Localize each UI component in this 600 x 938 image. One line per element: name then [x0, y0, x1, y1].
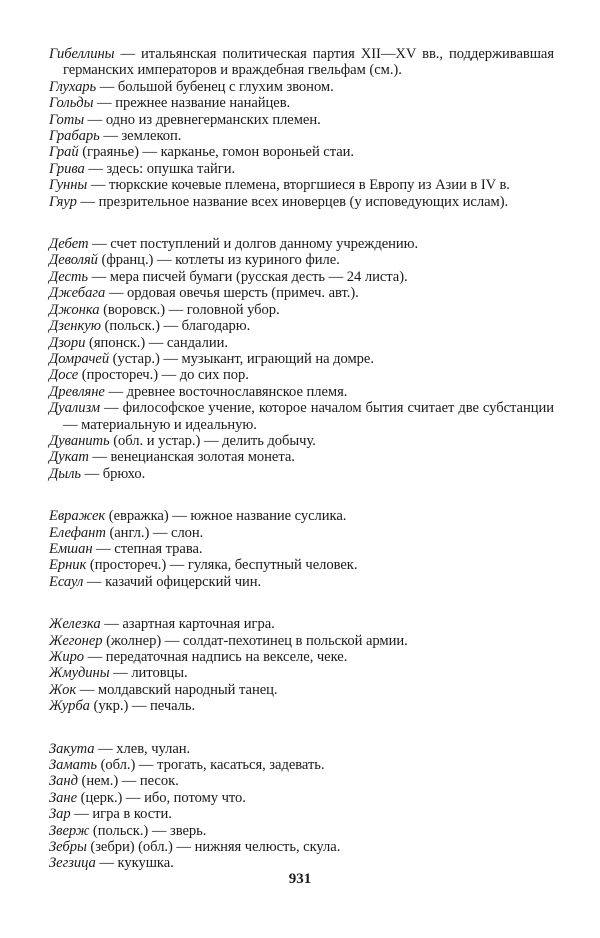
glossary-entry	[49, 790, 554, 806]
glossary-entry	[49, 46, 554, 79]
glossary-entry	[49, 128, 554, 144]
entry-term: Десть	[49, 268, 88, 285]
entry-term: Гунны	[49, 177, 88, 194]
glossary-entry	[49, 449, 554, 465]
glossary-entry	[49, 144, 554, 160]
entry-term: Грай	[49, 144, 79, 161]
entry-definition: — большой бубенец с глухим звоном.	[96, 78, 334, 95]
entry-term: Журба	[49, 698, 90, 715]
entry-definition: — венецианская золотая монета.	[88, 449, 295, 466]
entry-definition: (простореч.) — до сих пор.	[78, 367, 249, 384]
entry-term: Древляне	[49, 383, 105, 400]
glossary-entry	[49, 616, 554, 632]
glossary-entry	[49, 649, 554, 665]
entry-term: Дзенкую	[49, 318, 101, 335]
entry-definition: — ордовая овечья шерсть (примеч. авт.).	[105, 285, 359, 302]
entry-definition: (устар.) — музыкант, играющий на домре.	[109, 350, 374, 367]
glossary-entry	[49, 433, 554, 449]
entry-term: Зверж	[49, 822, 90, 839]
glossary-entry	[49, 177, 554, 193]
entry-term: Зане	[49, 789, 78, 806]
entry-term: Домрачей	[49, 350, 110, 367]
entry-term: Деволяй	[49, 252, 98, 269]
glossary-entry	[49, 95, 554, 111]
entry-definition: — литовцы.	[109, 665, 188, 682]
entry-term: Гибеллины	[49, 46, 115, 62]
glossary-entry	[49, 112, 554, 128]
entry-term: Жиро	[49, 649, 85, 665]
entry-definition: (простореч.) — гуляка, беспутный человек.	[86, 557, 358, 574]
entry-term: Есаул	[49, 573, 84, 590]
glossary-entry	[49, 194, 554, 210]
entry-definition: (обл. и устар.) — делить добычу.	[109, 432, 316, 449]
entry-term: Дзори	[49, 334, 86, 351]
entry-definition: (укр.) — печаль.	[89, 698, 196, 715]
glossary-entry	[49, 302, 554, 318]
entry-term: Жегонер	[49, 632, 103, 649]
entry-definition: — тюркские кочевые племена, вторгшиеся в Европу из Азии в IV в.	[87, 177, 510, 194]
entry-term: Дукат	[49, 449, 89, 466]
glossary-entry	[49, 269, 554, 285]
entry-definition: — азартная карточная игра.	[100, 616, 275, 633]
entry-definition: — мера писчей бумаги (русская десть — 24 листа).	[87, 268, 408, 285]
entry-definition: (граянье) — карканье, гомон вороньей стаи.	[78, 144, 355, 161]
entry-term: Джебага	[49, 285, 106, 302]
entry-term: Закута	[49, 740, 95, 757]
entry-term: Дуализм	[49, 400, 101, 417]
glossary-entry	[49, 574, 554, 590]
entry-definition: — итальянская политическая партия XII—XV вв., поддерживавшая германских императоров и враждебная гвельфам (см.).	[63, 46, 554, 79]
entry-term: Ерник	[49, 557, 87, 574]
glossary-entry	[49, 541, 554, 557]
entry-definition: — брюхо.	[80, 465, 146, 482]
entry-definition: (евражка) — южное название суслика.	[105, 508, 347, 525]
entry-term: Жмудины	[49, 665, 110, 682]
entry-definition: — передаточная надпись на векселе, чеке.	[84, 649, 348, 665]
entry-term: Дебет	[49, 236, 89, 253]
glossary-entry	[49, 682, 554, 698]
entry-term: Дыль	[49, 465, 81, 482]
entry-term: Дуванить	[49, 432, 110, 449]
glossary-entry	[49, 384, 554, 400]
entry-term: Готы	[49, 111, 85, 128]
glossary-entry	[49, 806, 554, 822]
glossary-entry	[49, 757, 554, 773]
glossary-entry	[49, 773, 554, 789]
entry-definition: (англ.) — слон.	[105, 524, 204, 541]
page-number: 931	[288, 871, 312, 887]
glossary-entry	[49, 285, 554, 301]
glossary-entry	[49, 698, 554, 714]
entry-term: Глухарь	[49, 78, 97, 95]
glossary-section-zh	[49, 616, 554, 714]
entry-term: Елефант	[49, 524, 106, 541]
glossary-entry	[49, 508, 554, 524]
glossary-section-z	[49, 741, 554, 872]
glossary-section-e	[49, 508, 554, 590]
entry-definition: — счет поступлений и долгов данному учреждению.	[88, 236, 419, 253]
entry-definition: — здесь: опушка тайги.	[84, 160, 236, 177]
entry-definition: (церк.) — ибо, потому что.	[77, 789, 246, 806]
glossary-entry	[49, 318, 554, 334]
entry-term: Зар	[49, 806, 71, 823]
entry-term: Гольды	[49, 95, 94, 112]
entry-definition: (нем.) — песок.	[77, 773, 179, 790]
glossary-entry	[49, 367, 554, 383]
entry-definition: (польск.) — благодарю.	[100, 318, 251, 335]
entry-definition: (японск.) — сандалии.	[85, 334, 228, 351]
glossary-entry	[49, 741, 554, 757]
entry-definition: — прежнее название нанайцев.	[93, 95, 291, 112]
entry-definition: (польск.) — зверь.	[89, 822, 207, 839]
glossary-section-g	[49, 46, 554, 210]
entry-term: Евражек	[49, 508, 106, 525]
entry-definition: (жолнер) — солдат-пехотинец в польской армии.	[102, 632, 408, 649]
glossary-entry	[49, 665, 554, 681]
entry-definition: — степная трава.	[92, 540, 203, 557]
glossary-entry	[49, 466, 554, 482]
entry-definition: — хлев, чулан.	[94, 740, 191, 757]
glossary-entry	[49, 79, 554, 95]
entry-term: Гяур	[49, 193, 77, 210]
entry-term: Грабарь	[49, 128, 100, 145]
entry-term: Емшан	[49, 540, 93, 557]
entry-term: Железка	[49, 616, 101, 633]
entry-definition: (зебри) (обл.) — нижняя челюсть, скула.	[86, 839, 341, 856]
glossary-entry	[49, 557, 554, 573]
glossary-entry	[49, 236, 554, 252]
entry-definition: — древнее восточнославянское племя.	[104, 383, 348, 400]
glossary-entry	[49, 400, 554, 433]
entry-definition: (обл.) — трогать, касаться, задевать.	[97, 757, 325, 774]
glossary-entry	[49, 823, 554, 839]
entry-term: Грива	[49, 160, 85, 177]
glossary-entry	[49, 855, 554, 871]
entry-term: Зебры	[49, 839, 87, 856]
glossary-entry	[49, 335, 554, 351]
glossary-entry	[49, 252, 554, 268]
glossary-entry	[49, 351, 554, 367]
entry-definition: (франц.) — котлеты из куриного филе.	[97, 252, 340, 269]
entry-definition: — игра в кости.	[70, 806, 172, 823]
glossary-entry	[49, 525, 554, 541]
entry-definition: — казачий офицерский чин.	[83, 573, 262, 590]
glossary-section-d	[49, 236, 554, 482]
glossary-page	[49, 46, 554, 872]
glossary-entry	[49, 633, 554, 649]
entry-definition: — землекоп.	[99, 128, 182, 145]
entry-term: Джонка	[49, 301, 100, 318]
entry-definition: — молдавский народный танец.	[76, 681, 278, 698]
entry-term: Замать	[49, 757, 98, 774]
entry-definition: — кукушка.	[95, 855, 174, 872]
entry-term: Занд	[49, 773, 78, 790]
entry-definition: — одно из древнегерманских племен.	[84, 111, 321, 128]
entry-term: Жок	[49, 681, 77, 698]
entry-term: Досе	[49, 367, 79, 384]
entry-term: Зегзица	[49, 855, 96, 872]
entry-definition: (воровск.) — головной убор.	[99, 301, 280, 318]
entry-definition: — презрительное название всех иноверцев (у исповедующих ислам).	[76, 193, 509, 210]
entry-definition: — философское учение, которое началом бытия считает две субстанции — материальную и идеальную.	[63, 400, 554, 433]
glossary-entry	[49, 839, 554, 855]
glossary-entry	[49, 161, 554, 177]
